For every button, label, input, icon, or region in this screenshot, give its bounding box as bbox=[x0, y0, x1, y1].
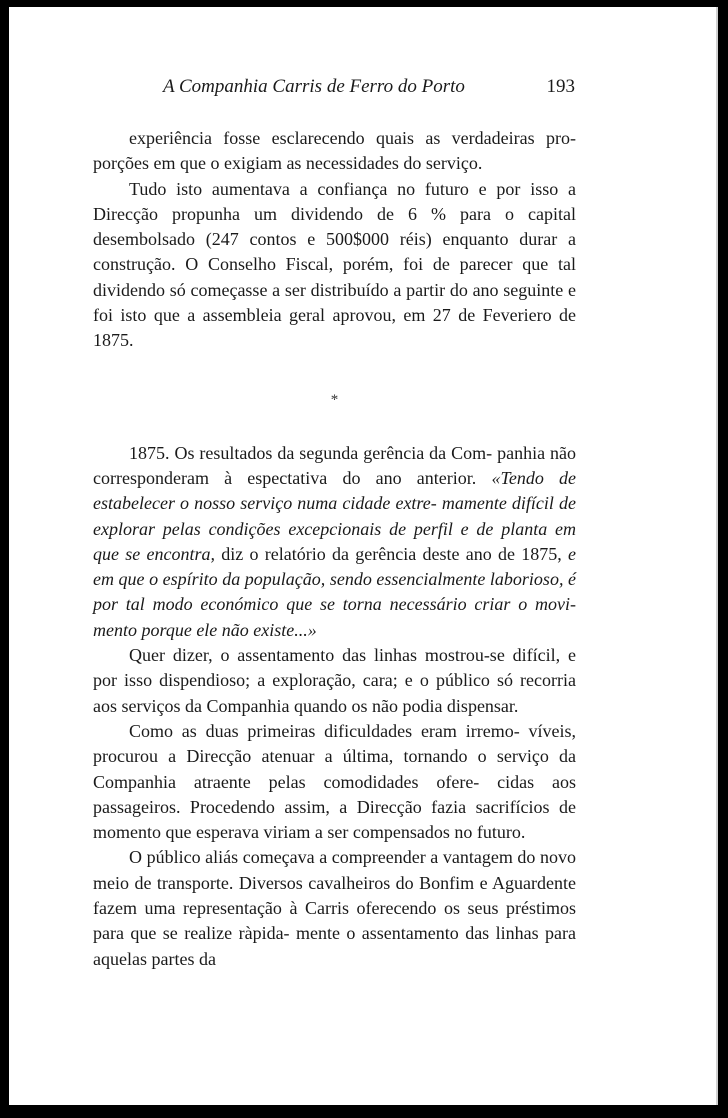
quote-line: «Tendo de estabelecer o nosso serviço numa cidade extre- bbox=[93, 467, 576, 514]
text-line: porções em que o exigiam as necessidades do serviço. bbox=[93, 153, 483, 174]
text-line: oferecendo os seus préstimos para que se realize ràpida- bbox=[93, 898, 576, 944]
paragraph bbox=[93, 177, 576, 354]
text-line: cidas aos passageiros. Procedendo assim, a Direcção bbox=[93, 771, 576, 817]
paragraph bbox=[93, 126, 576, 177]
quote-line: de perfil e de planta em que se encontra, bbox=[93, 518, 576, 564]
text-line: víveis, procurou a Direcção atenuar a última, tornando o bbox=[93, 720, 577, 767]
text-line: 1875. Os resultados da segunda gerência da Com- bbox=[129, 442, 493, 463]
quote-line: modo económico que se torna necessário criar o movi- bbox=[152, 594, 576, 615]
text-line: em 27 de Feveriero de 1875. bbox=[93, 305, 576, 351]
section-separator: * bbox=[330, 391, 339, 408]
text-line: experiência fosse esclarecendo quais as verdadeiras pro- bbox=[129, 128, 576, 148]
paragraph-1875 bbox=[93, 441, 576, 643]
text-line: diz o relatório bbox=[215, 543, 326, 564]
text-line: difícil, e por isso dispendioso; a exploração, cara; e o bbox=[93, 645, 577, 691]
text-line: fazia sacrifícios de momento que esperava viriam a ser bbox=[93, 796, 576, 843]
text-line: mente o assentamento das linhas para aquelas partes da bbox=[93, 923, 576, 969]
paragraphs-after-separator bbox=[93, 643, 576, 972]
book-page bbox=[9, 7, 718, 1105]
text-line: panhia não corresponderam à espectativa do ano anterior. bbox=[93, 442, 577, 488]
paragraph bbox=[93, 845, 576, 971]
body-text bbox=[93, 126, 576, 972]
text-line: do ano seguinte e foi isto que a assembleia geral aprovou, bbox=[93, 279, 577, 326]
text-line: Tudo isto aumentava a confiança no futuro e por isso bbox=[129, 178, 559, 199]
text-line: Como as duas primeiras dificuldades eram irremo- bbox=[129, 720, 520, 741]
text-line: público só recorria aos serviços da Companhia quando os bbox=[93, 670, 577, 716]
text-line: do novo meio de transporte. Diversos cavalheiros do bbox=[93, 847, 576, 893]
text-line: O público aliás começava a compreender a vantagem bbox=[129, 847, 513, 868]
text-line: a Direcção propunha um dividendo de 6 % para o capital bbox=[93, 178, 576, 224]
text-line: que tal dividendo só começasse a ser distribuído a partir bbox=[93, 254, 576, 300]
quote-line: mento porque ele não existe...» bbox=[93, 619, 317, 640]
quote-line: população, sendo essencialmente laborioso, é por tal bbox=[93, 569, 576, 615]
paragraph bbox=[93, 719, 576, 845]
text-line: compensados no futuro. bbox=[352, 822, 526, 843]
text-line: Quer dizer, o assentamento das linhas mostrou-se bbox=[129, 645, 505, 666]
quote-line: mamente difícil de explorar pelas condições excepcionais bbox=[93, 493, 576, 539]
paragraph bbox=[93, 643, 576, 719]
text-line: desembolsado (247 contos e 500$000 réis) enquanto durar bbox=[93, 229, 558, 250]
quote-line: e em que o espírito da bbox=[93, 543, 577, 590]
text-line: Bonfim e Aguardente fazem uma representação à Carris bbox=[93, 872, 576, 919]
page-number: 193 bbox=[546, 76, 575, 97]
text-line: da gerência deste ano de 1875, bbox=[332, 543, 562, 564]
text-line: não podia dispensar. bbox=[371, 695, 519, 716]
paragraphs-before-separator bbox=[93, 126, 576, 354]
text-line: a construção. O Conselho Fiscal, porém, foi de parecer bbox=[93, 229, 576, 275]
running-title: A Companhia Carris de Ferro do Porto bbox=[163, 76, 465, 97]
text-line: serviço da Companhia atraente pelas comodidades ofere- bbox=[93, 746, 576, 792]
